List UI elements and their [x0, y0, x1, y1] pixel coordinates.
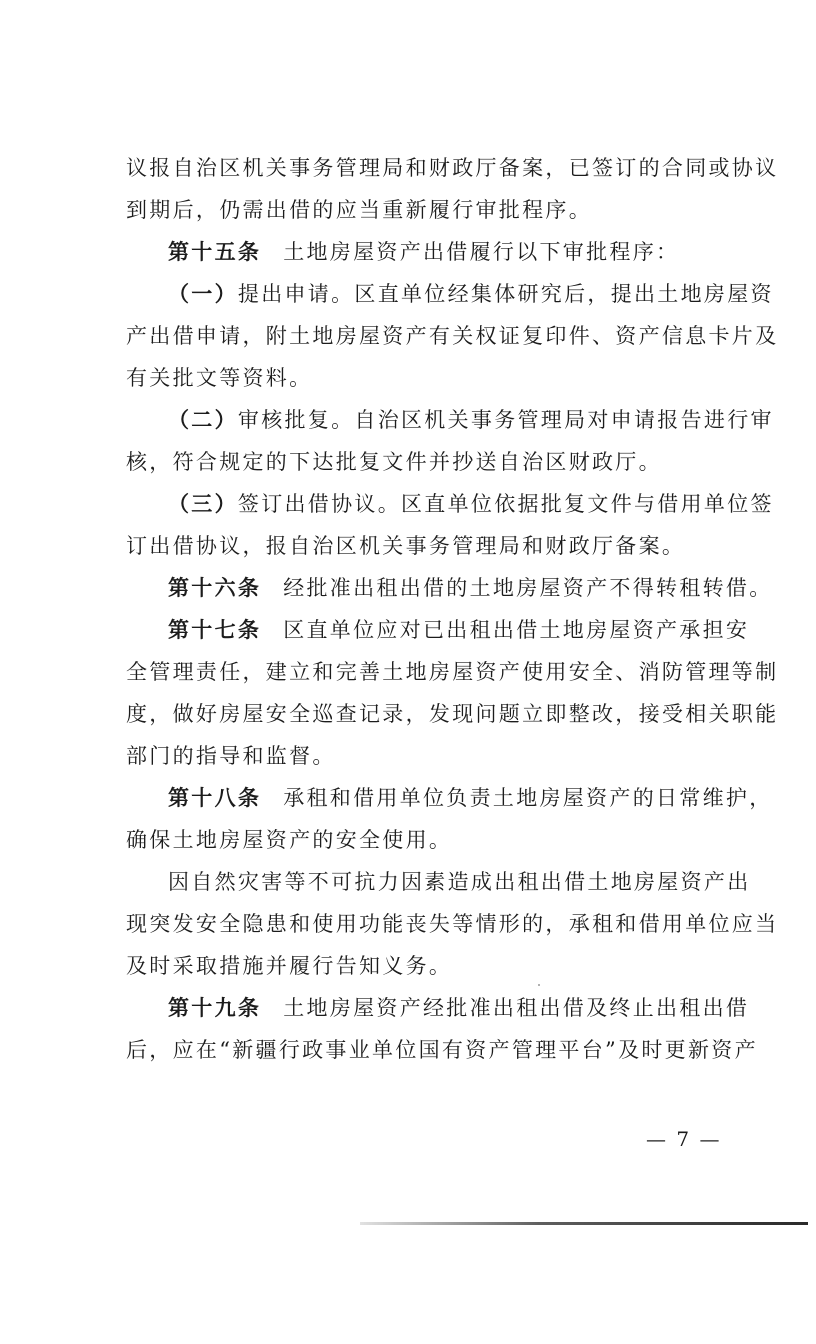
- paragraph-line: [126, 148, 779, 188]
- item-number: （三）: [168, 492, 238, 516]
- article-17-line: [168, 610, 750, 650]
- article-number: 第十七条: [168, 618, 262, 642]
- line-text: 订出借协议，报自治区机关事务管理局和财政厅备案。: [126, 534, 686, 558]
- paragraph-line: [126, 946, 712, 986]
- item-1-line: [168, 274, 774, 314]
- paragraph-line: [126, 1030, 758, 1070]
- article-number: 第十九条: [168, 996, 262, 1020]
- item-3-line: [168, 484, 774, 524]
- line-text: 有关批文等资料。: [126, 366, 313, 390]
- item-number: （一）: [168, 282, 238, 306]
- item-2-line: [168, 400, 774, 440]
- article-18-line: [168, 778, 773, 818]
- line-text: 及时采取措施并履行告知义务。: [126, 954, 453, 978]
- line-text: 核，符合规定的下达批复文件并抄送自治区财政厅。: [126, 450, 662, 474]
- paragraph-line: [126, 526, 712, 566]
- paragraph-line: [126, 316, 779, 356]
- line-text: 经批准出租出借的土地房屋资产不得转租转借。: [283, 576, 773, 600]
- article-16-line: [168, 568, 773, 608]
- paragraph-line: [126, 652, 779, 692]
- article-number: 第十六条: [168, 576, 262, 600]
- line-text: 现突发安全隐患和使用功能丧失等情形的，承租和借用单位应当: [126, 912, 779, 936]
- paragraph-line: [168, 862, 751, 902]
- line-text: 土地房屋资产出借履行以下审批程序：: [283, 240, 680, 264]
- line-text: 签订出借协议。区直单位依据批复文件与借用单位签: [237, 492, 774, 516]
- bottom-rule: [360, 1222, 808, 1225]
- article-15-heading: [168, 232, 712, 272]
- line-text: 土地房屋资产经批准出租出借及终止出租出借: [283, 996, 750, 1020]
- line-text: 提出申请。区直单位经集体研究后，提出土地房屋资: [237, 282, 774, 306]
- page-number: — 7 —: [646, 1127, 722, 1151]
- line-text: 产出借申请，附土地房屋资产有关权证复印件、资产信息卡片及: [126, 324, 779, 348]
- line-text: 全管理责任，建立和完善土地房屋资产使用安全、消防管理等制: [126, 660, 779, 684]
- paragraph-line: [126, 904, 779, 944]
- article-19-line: [168, 988, 750, 1028]
- item-number: （二）: [168, 408, 238, 432]
- line-text: 确保土地房屋资产的安全使用。: [126, 828, 453, 852]
- line-text: 度，做好房屋安全巡查记录，发现问题立即整改，接受相关职能: [126, 702, 779, 726]
- line-text: 因自然灾害等不可抗力因素造成出租出借土地房屋资产出: [168, 870, 751, 894]
- line-text: 部门的指导和监督。: [126, 744, 336, 768]
- article-number: 第十五条: [168, 240, 262, 264]
- line-text: 承租和借用单位负责土地房屋资产的日常维护，: [283, 786, 773, 810]
- paragraph-line: [126, 190, 712, 230]
- line-text: 审核批复。自治区机关事务管理局对申请报告进行审: [237, 408, 774, 432]
- line-text: 区直单位应对已出租出借土地房屋资产承担安: [283, 618, 750, 642]
- article-number: 第十八条: [168, 786, 262, 810]
- paragraph-line: [126, 736, 712, 776]
- paragraph-line: [126, 358, 712, 398]
- line-text: 到期后，仍需出借的应当重新履行审批程序。: [126, 198, 592, 222]
- line-text: 后，应在“新疆行政事业单位国有资产管理平台”及时更新资产: [126, 1038, 758, 1062]
- scan-speck: [538, 984, 540, 986]
- paragraph-line: [126, 820, 712, 860]
- paragraph-line: [126, 442, 712, 482]
- paragraph-line: [126, 694, 779, 734]
- line-text: 议报自治区机关事务管理局和财政厅备案，已签订的合同或协议: [126, 156, 779, 180]
